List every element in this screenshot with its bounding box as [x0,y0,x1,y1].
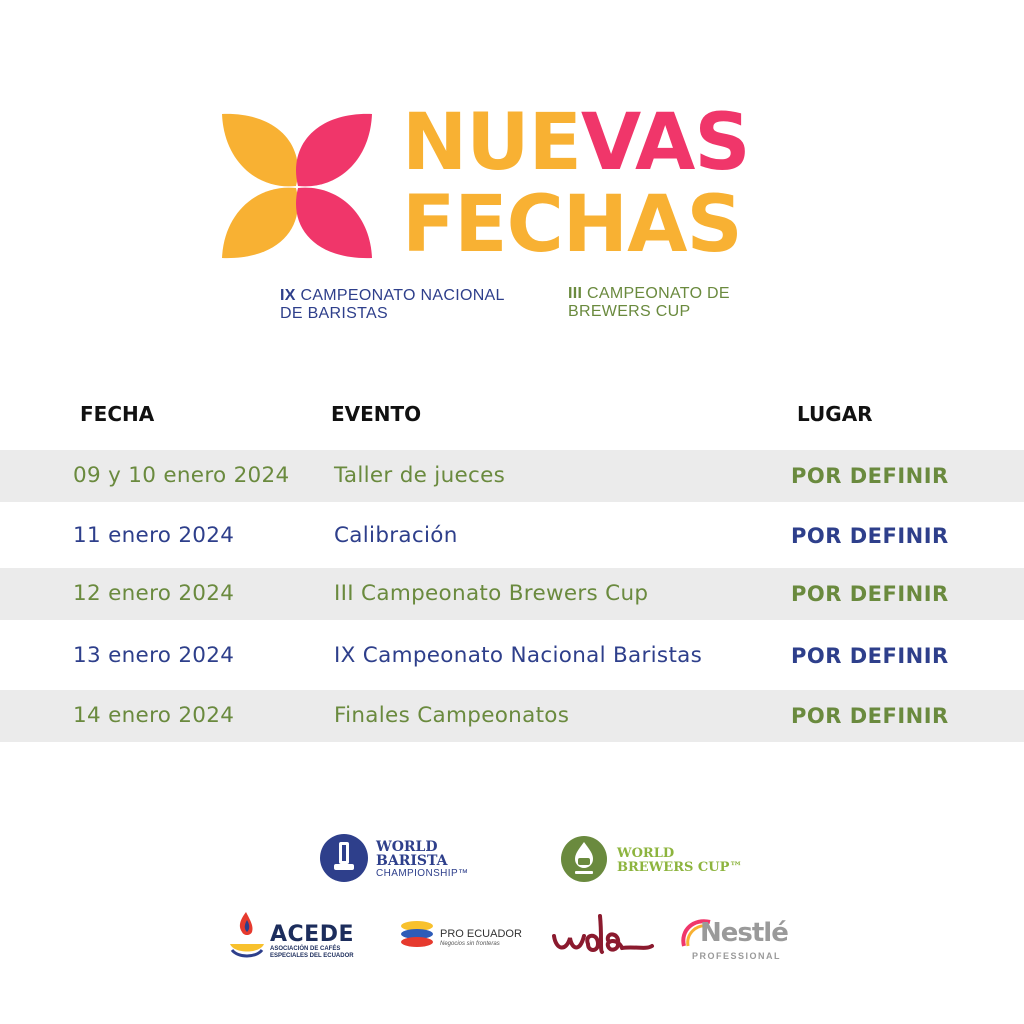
headline-line-1 [402,98,750,188]
subtitle-brewers [568,285,730,321]
acede-subtitle: ASOCIACIÓN DE CAFÉS ESPECIALES DEL ECUADOR [270,946,354,959]
nestle-subtitle: PROFESSIONAL [692,951,782,961]
column-header-lugar: LUGAR [797,402,873,426]
nestle-professional-logo [678,912,798,967]
subtitle-baristas-prefix: IX [280,287,296,304]
row-place: POR DEFINIR [791,524,949,548]
row-place: POR DEFINIR [791,704,949,728]
row-date: 12 enero 2024 [73,581,235,606]
nestle-name: Nestlé [700,918,788,948]
flame-cup-icon [226,910,268,964]
butterfly-logo-icon [218,108,376,264]
headline-part-vas: VAS [580,98,750,188]
table-row [0,568,1024,620]
wbrew-line1: WORLD [617,846,675,861]
subtitle-brewers-line2: BREWERS CUP [568,303,691,320]
headline-line-2: FECHAS [402,180,742,270]
pro-ecuador-tagline: Negocios sin fronteras [440,941,500,947]
cup-drop-icon [561,836,607,882]
table-row [0,630,1024,682]
subtitle-brewers-line1: CAMPEONATO DE [587,285,730,302]
headline-part-nue: NUE [402,98,581,188]
portafilter-icon [320,834,368,882]
column-header-fecha: FECHA [80,402,155,426]
row-event: IX Campeonato Nacional Baristas [334,643,703,668]
subtitle-baristas [280,287,505,323]
row-date: 13 enero 2024 [73,643,235,668]
wbc-line1: WORLD [376,839,438,855]
row-event: Taller de jueces [334,463,506,488]
pro-ecuador-logo [398,918,528,958]
column-header-evento: EVENTO [331,402,422,426]
subtitle-baristas-line1: CAMPEONATO NACIONAL [300,287,505,304]
table-row [0,450,1024,502]
row-event: III Campeonato Brewers Cup [334,581,649,606]
acede-logo [226,910,366,964]
table-row [0,690,1024,742]
row-place: POR DEFINIR [791,644,949,668]
row-date: 11 enero 2024 [73,523,235,548]
subtitle-baristas-line2: DE BARISTAS [280,305,388,322]
row-event: Finales Campeonatos [334,703,570,728]
acede-name: ACEDE [270,922,354,947]
wbc-line3: CHAMPIONSHIP™ [376,868,469,879]
table-row [0,510,1024,562]
row-place: POR DEFINIR [791,582,949,606]
wbc-line2: BARISTA [376,853,448,869]
subtitle-brewers-prefix: III [568,285,583,302]
pro-ecuador-name: PRO ECUADOR [440,928,522,940]
row-place: POR DEFINIR [791,464,949,488]
udla-logo [548,906,658,966]
row-date: 09 y 10 enero 2024 [73,463,290,488]
wbrew-line2: BREWERS CUP™ [617,860,743,875]
row-event: Calibración [334,523,458,548]
row-date: 14 enero 2024 [73,703,235,728]
world-brewers-cup-logo [561,836,761,886]
pro-ecuador-stripes-icon [398,918,436,954]
world-barista-championship-logo [320,834,520,884]
